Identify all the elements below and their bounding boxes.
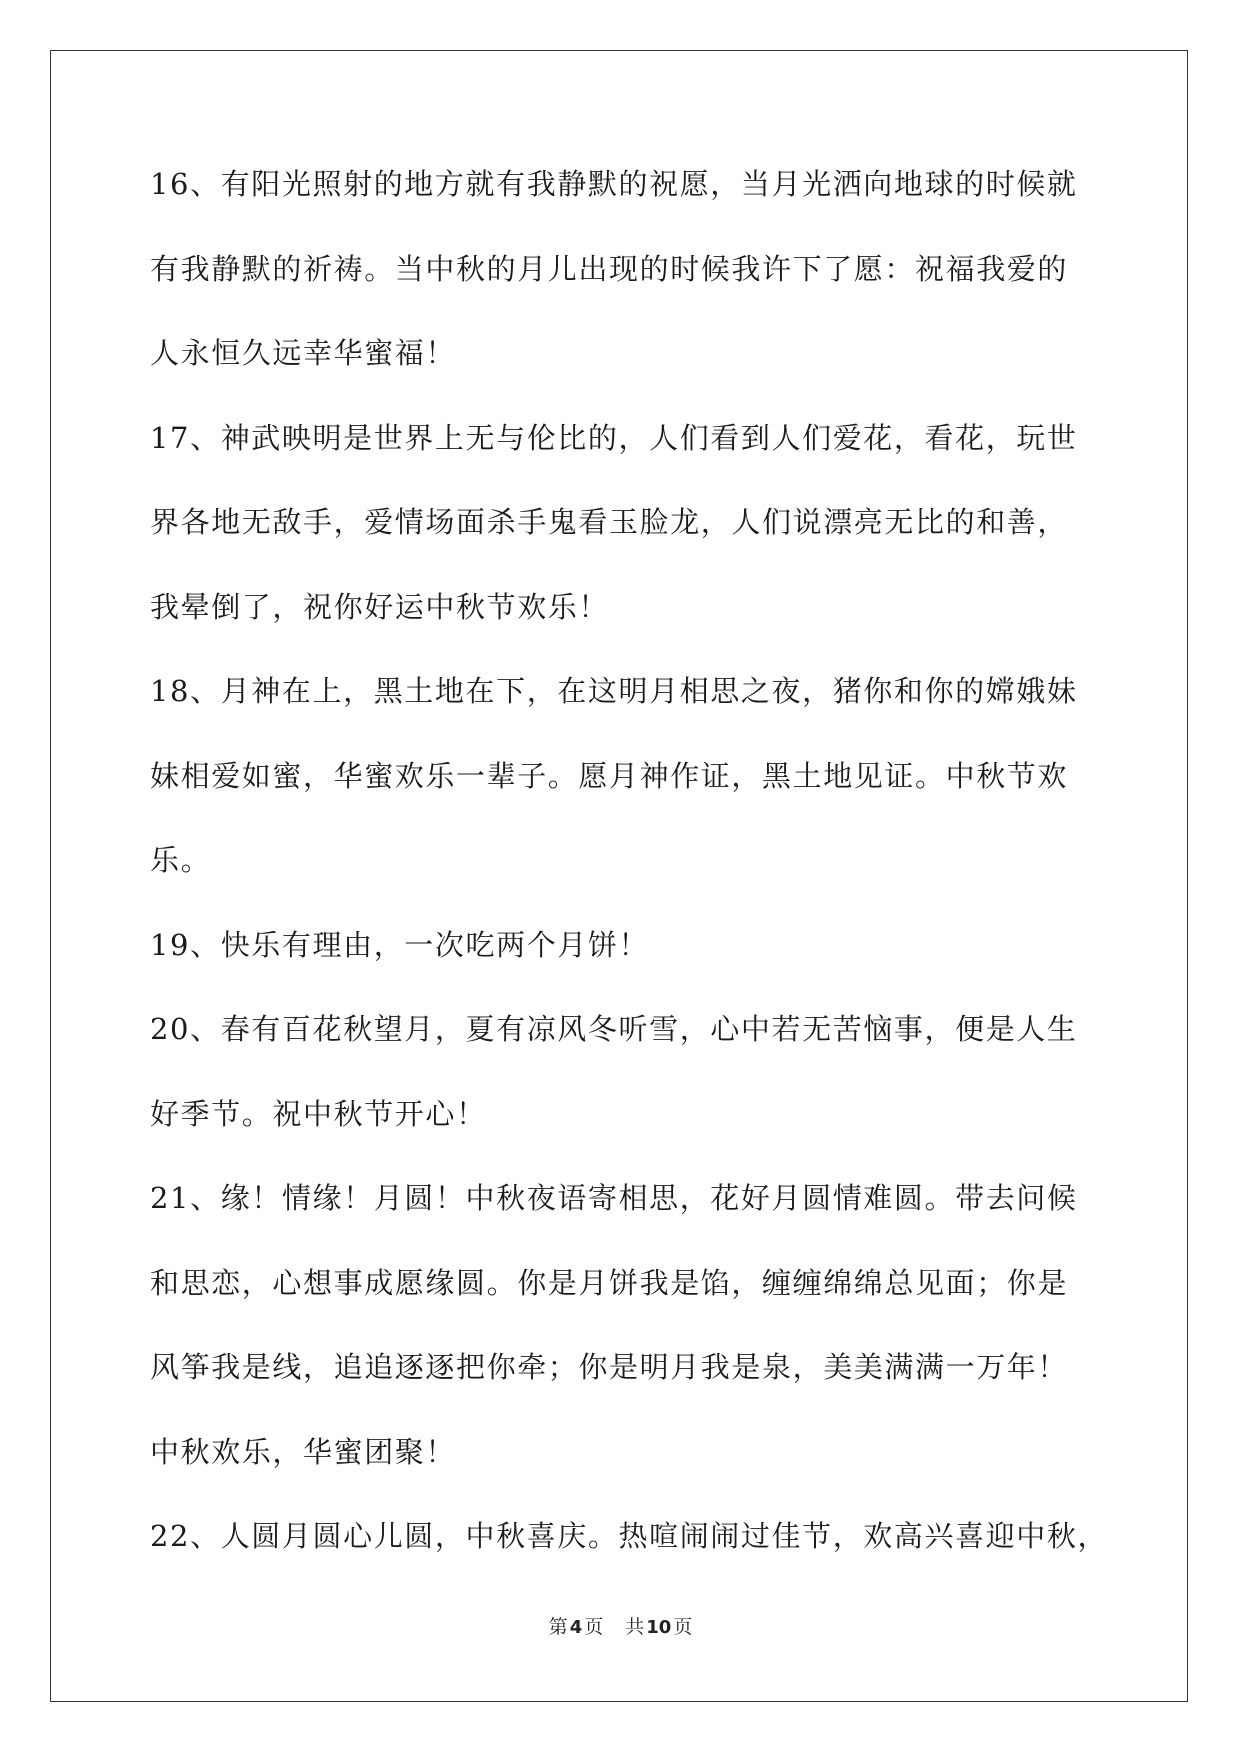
text-line: 乐。 [150,843,212,877]
text-line: 我晕倒了，祝你好运中秋节欢乐！ [150,589,610,624]
text-line: 17、神武映明是世界上无与伦比的，人们看到人们爱花，看花，玩世 [150,420,1078,455]
text-line: 19、快乐有理由，一次吃两个月饼！ [150,927,650,962]
total-prefix: 共 [625,1616,645,1638]
text-line: 21、缘！情缘！月圆！中秋夜语寄相思，花好月圆情难圆。带去问候 [150,1181,1078,1215]
text-line: 和思恋，心想事成愿缘圆。你是月饼我是馅，缠缠绵绵总见面；你是 [150,1265,1069,1300]
total-suffix: 页 [673,1616,693,1638]
page-suffix: 页 [584,1616,604,1638]
text-line: 人永恒久远幸华蜜福！ [150,336,457,370]
text-line: 好季节。祝中秋节开心！ [150,1096,487,1131]
text-line: 界各地无敌手，爱情场面杀手鬼看玉脸龙，人们说漂亮无比的和善， [150,505,1069,539]
text-line: 中秋欢乐，华蜜团聚！ [150,1434,457,1469]
total-pages: 10 [646,1617,672,1638]
text-line: 有我静默的祈祷。当中秋的月儿出现的时候我许下了愿：祝福我爱的 [150,251,1069,286]
document-body [150,162,1109,1599]
page-number: 4 [569,1617,583,1638]
text-line: 20、春有百花秋望月，夏有凉风冬听雪，心中若无苦恼事，便是人生 [150,1012,1078,1046]
page-footer [0,1614,1241,1641]
text-line: 16、有阳光照射的地方就有我静默的祝愿，当月光洒向地球的时候就 [150,167,1078,201]
text-line: 妹相爱如蜜，华蜜欢乐一辈子。愿月神作证，黑土地见证。中秋节欢 [150,758,1069,793]
text-line: 22、人圆月圆心儿圆，中秋喜庆。热喧闹闹过佳节，欢高兴喜迎中秋， [150,1519,1109,1553]
text-line: 风筝我是线，追追逐逐把你牵；你是明月我是泉，美美满满一万年！ [150,1350,1069,1384]
page-prefix: 第 [548,1616,568,1638]
text-line: 18、月神在上，黑土地在下，在这明月相思之夜，猪你和你的嫦娥妹 [150,674,1078,708]
